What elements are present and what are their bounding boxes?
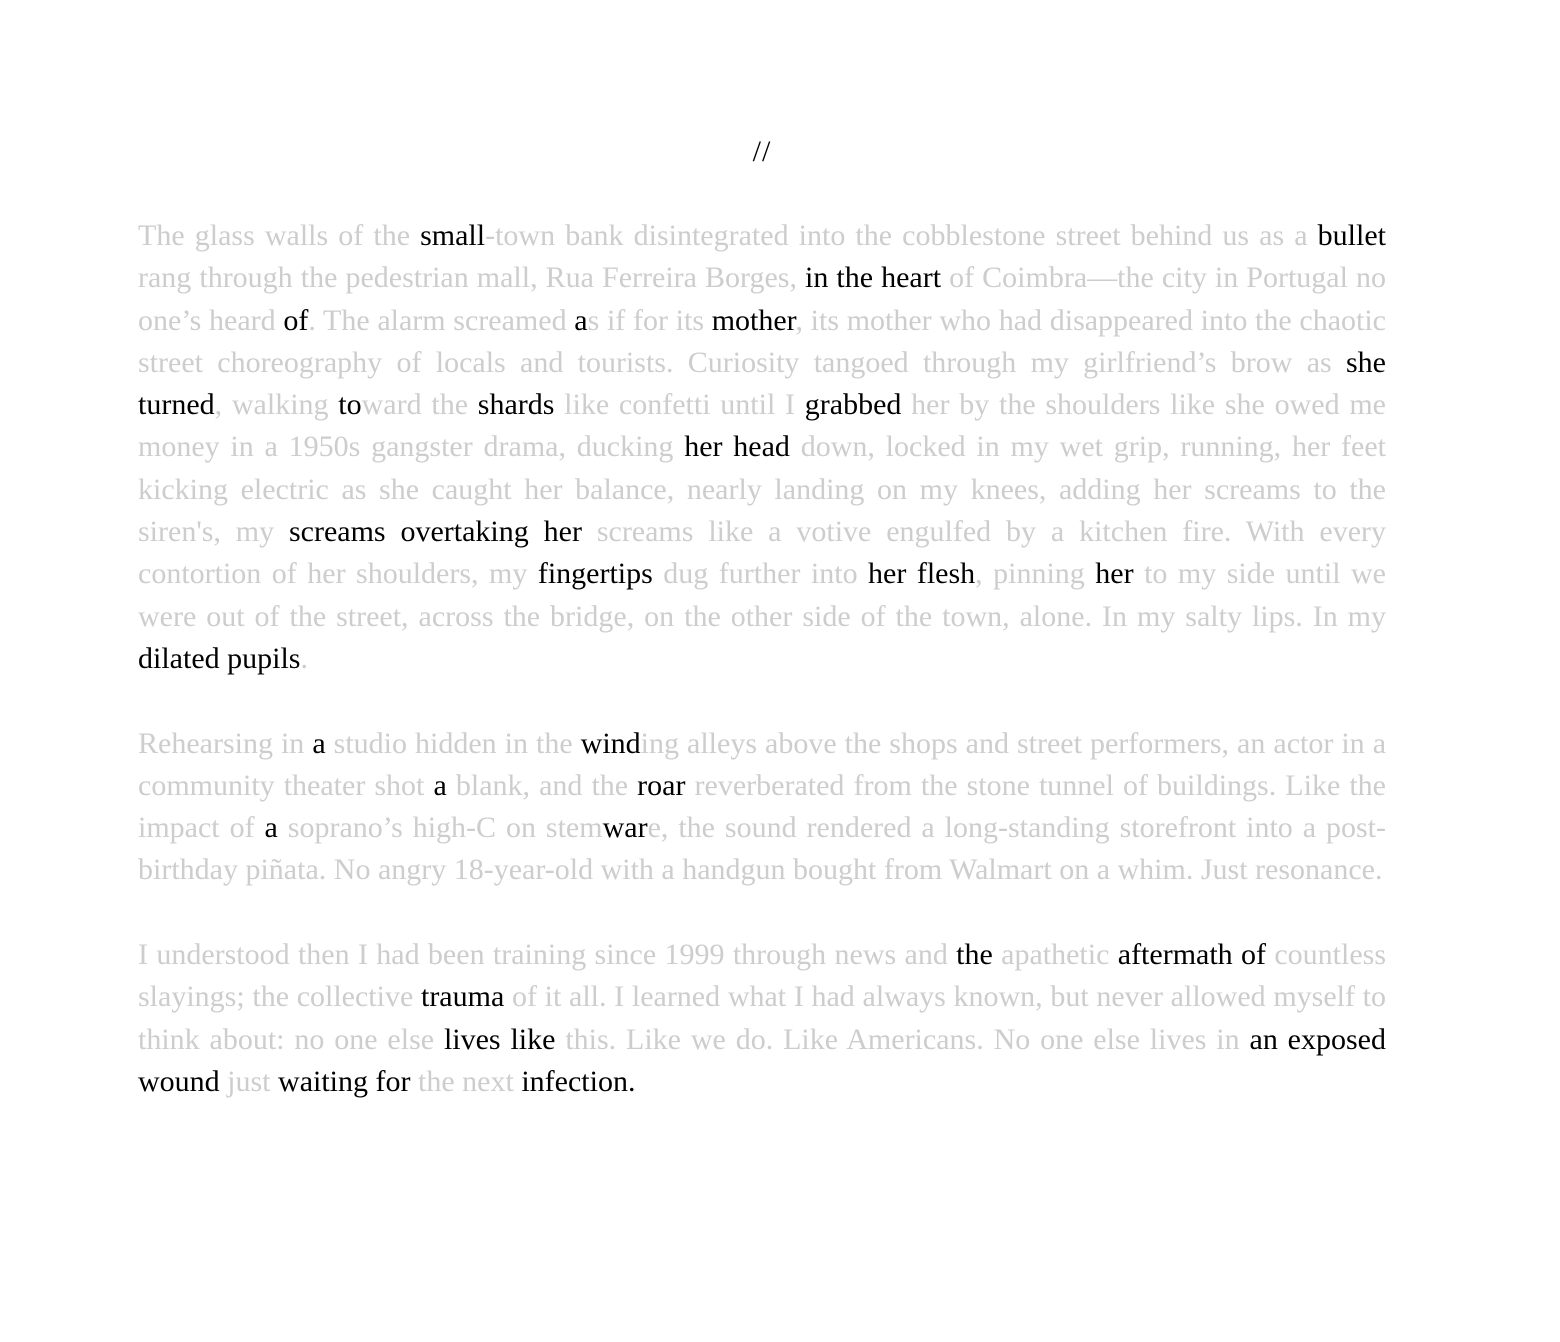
faded-text: . The alarm screamed [308, 303, 575, 337]
highlighted-word: wind [580, 726, 641, 760]
highlighted-word: the [956, 938, 993, 972]
highlighted-word: war [602, 811, 648, 845]
highlighted-word: her [1095, 557, 1134, 591]
highlighted-word: dilated pupils [138, 641, 301, 675]
highlighted-word: she turned [138, 345, 1386, 422]
faded-text: apathetic [992, 938, 1118, 972]
faded-text: -town bank disintegrated into the cobblestone street behind us as a [485, 219, 1318, 252]
highlighted-word: a [433, 768, 447, 802]
stanza-3 [138, 934, 1386, 1103]
faded-text: , pinning [975, 557, 1096, 591]
faded-text: I understood then I had been training since 1999 through news and [138, 938, 957, 972]
faded-text: down, locked in my wet grip, running, her feet kicking electric as she caught her balance, nearly landing on my knees, adding her screams to the siren's, my [138, 430, 1387, 549]
faded-text: of Coimbra—the city in Portugal no one’s heard [138, 261, 1386, 337]
highlighted-word: small [420, 219, 486, 252]
faded-text: , walking [214, 388, 339, 422]
stanza-2 [138, 723, 1386, 892]
highlighted-word: bullet [1317, 219, 1386, 252]
section-divider: // [752, 135, 772, 168]
faded-text: . [300, 641, 308, 675]
faded-text: s if for its [587, 303, 712, 337]
faded-text: rang through the pedestrian mall, Rua Ferreira Borges, [138, 261, 806, 295]
highlighted-word: grabbed [804, 388, 902, 422]
faded-text: the next [410, 1064, 522, 1098]
faded-text: reverberated from the stone tunnel of buildings. Like the impact of [138, 768, 1386, 845]
highlighted-word: a [574, 303, 588, 337]
faded-text: e, the sound rendered a long-standing storefront into a post-birthday piñata. No angry 18-year-old with a handgun bought from Walmart on a whim. Just resonance. [138, 811, 1386, 887]
highlighted-word: waiting for [278, 1064, 411, 1098]
highlighted-word: a [264, 811, 278, 845]
faded-text: ing alleys above the shops and street performers, an actor in a community theater shot [138, 726, 1387, 802]
highlighted-word: aftermath of [1117, 938, 1267, 972]
faded-text: to my side until we were out of the street, across the bridge, on the other side of the town, alone. In my salty lips. In my [138, 557, 1386, 633]
faded-text: , its mother who had disappeared into the chaotic street choreography of locals and tourists. Curiosity tangoed through my girlfriend’s brow as [138, 303, 1387, 379]
highlighted-word: lives like [443, 1022, 556, 1056]
highlighted-word: her flesh [868, 557, 976, 591]
highlighted-word: fingertips [537, 557, 653, 591]
faded-text: soprano’s high-C on stem [277, 811, 603, 845]
faded-text: dug further into [652, 557, 869, 591]
faded-text: studio hidden in the [325, 726, 581, 760]
highlighted-word: a [312, 726, 326, 760]
highlighted-word: shards [477, 388, 555, 422]
highlighted-word: an exposed wound [138, 1022, 1386, 1098]
faded-text: blank, and the [446, 768, 638, 802]
highlighted-word: her head [684, 430, 790, 464]
faded-text: like confetti until I [554, 388, 805, 422]
faded-text: her by the shoulders like she owed me money in a 1950s gangster drama, ducking [138, 388, 1386, 464]
faded-text: just [219, 1064, 279, 1098]
highlighted-word: of [283, 303, 309, 337]
highlighted-word: infection. [521, 1064, 636, 1098]
highlighted-word: mother [711, 303, 796, 337]
highlighted-word: in the heart [805, 261, 942, 295]
erasure-poem [138, 215, 1386, 1103]
highlighted-word: roar [637, 768, 686, 802]
faded-text: this. Like we do. Like Americans. No one else lives in [555, 1022, 1250, 1056]
stanza-1 [138, 215, 1386, 680]
faded-text: The glass walls of the [138, 219, 421, 252]
faded-text: Rehearsing in [138, 726, 313, 760]
highlighted-word: trauma [420, 980, 505, 1014]
faded-text: screams like a votive engulfed by a kitchen fire. With every contortion of her shoulders, my [138, 515, 1387, 591]
highlighted-word: to [338, 388, 362, 422]
faded-text: countless slayings; the collective [138, 938, 1386, 1014]
faded-text: of it all. I learned what I had always known, but never allowed myself to think about: no one else [138, 980, 1386, 1056]
highlighted-word: screams overtaking her [288, 515, 582, 549]
faded-text: ward the [361, 388, 478, 422]
